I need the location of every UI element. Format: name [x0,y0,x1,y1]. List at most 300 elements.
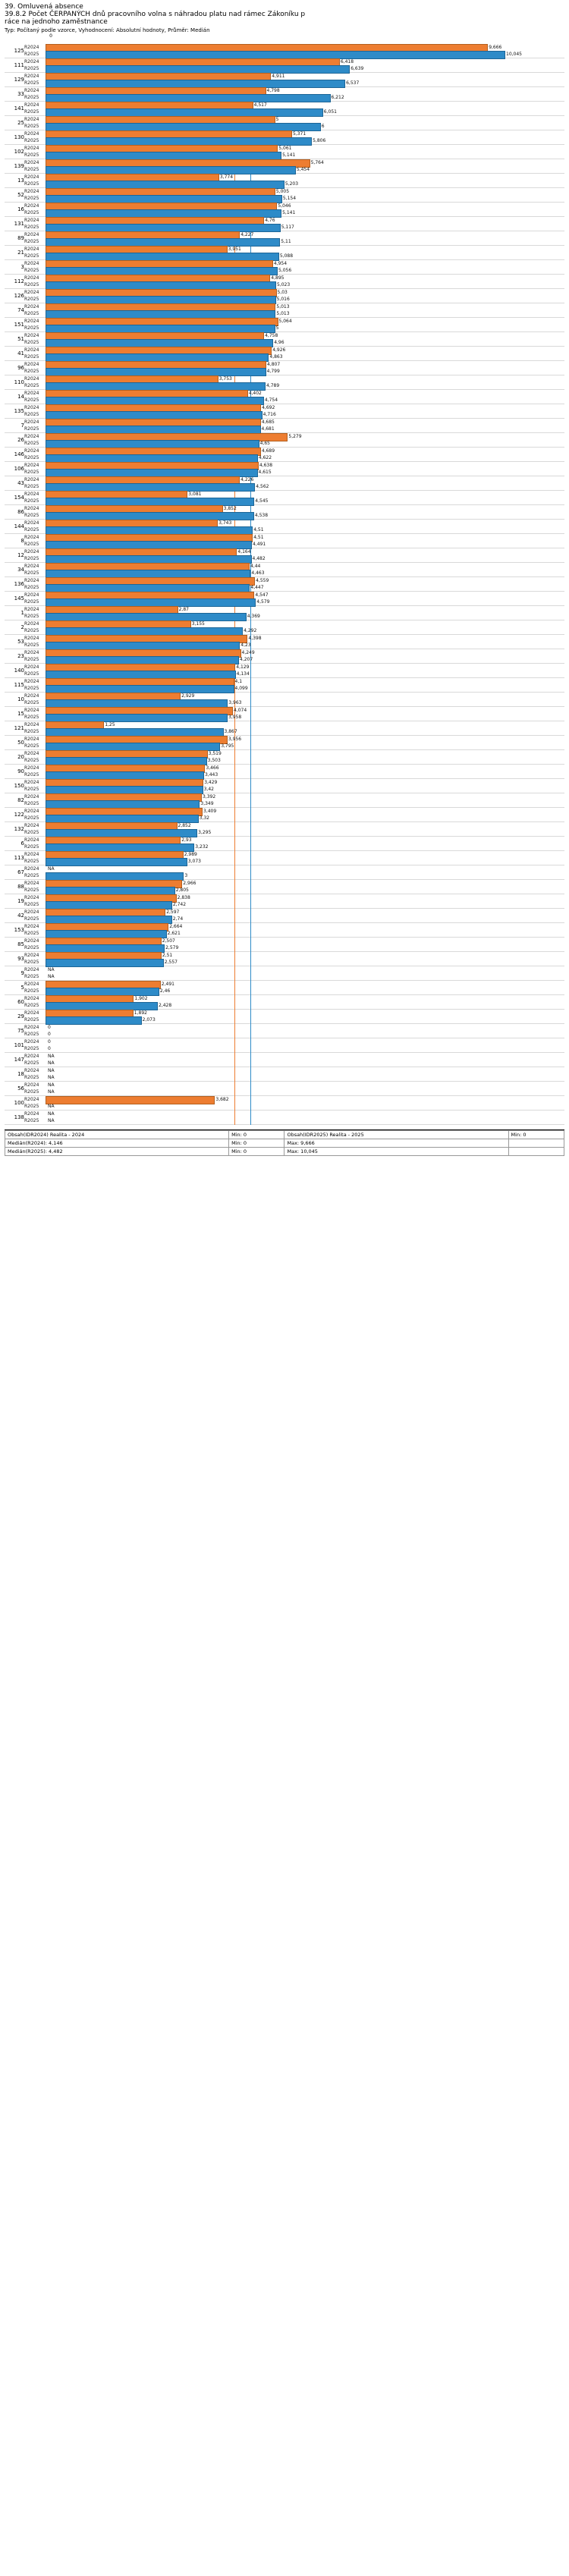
bar-cell [46,743,564,750]
bar-cell [46,541,564,548]
bar-cell [46,592,564,599]
table-row [5,880,564,887]
series-label: R2025 [24,700,39,705]
series-label: R2024 [24,809,39,814]
category-label: 121 [14,725,24,731]
bar-value-label: 5,061 [278,146,292,151]
table-row [5,166,564,174]
bar-cell [46,390,564,397]
category-label: 52 [17,192,24,198]
bar-value-label: 6,418 [340,59,354,64]
chart-header [0,0,569,33]
table-row [5,858,564,865]
bar-value-label: 3 [184,873,188,878]
category-label: 82 [17,797,24,803]
table-row [5,51,564,58]
footer-table [5,1130,564,1156]
bar-value-label: 4,638 [259,463,273,468]
bar-value-label: 5,005 [275,189,290,194]
x-tick-0: 0 [49,33,52,39]
bar-value-label: 2,929 [181,693,195,699]
bar-cell [46,901,564,909]
table-row [5,909,564,916]
series-label: R2024 [24,290,39,295]
series-label: R2024 [24,117,39,122]
bar-cell [46,159,564,167]
table-row [5,152,564,159]
bar-cell [46,454,564,462]
table-row [5,1067,564,1075]
series-label: R2025 [24,729,39,734]
series-label: R2025 [24,772,39,778]
table-row [5,217,564,225]
table-row [5,800,564,808]
bar-value-label: 4,863 [269,354,283,360]
bar-value-label: 4,911 [272,74,285,79]
series-label: R2024 [24,45,39,50]
series-label: R2024 [24,506,39,511]
bar-cell [46,944,564,952]
bar-value-label: 4,615 [258,470,272,475]
footer-cell-min2-2024: Min: 0 [229,1139,284,1148]
bar-cell [46,837,564,844]
category-label: 13 [17,177,24,184]
series-label: R2024 [24,463,39,468]
bar-value-label: 1,25 [105,722,115,727]
bar-cell [46,598,564,606]
bar-cell [46,498,564,505]
series-label: R2025 [24,599,39,605]
series-label: R2024 [24,1068,39,1073]
table-row [5,246,564,253]
table-row [5,577,564,585]
table-row [5,750,564,758]
bar-value-label: 3,349 [200,801,214,806]
bar-value-label: NA [48,1054,55,1059]
table-row [5,1045,564,1053]
table-row [5,1038,564,1046]
bar-value-label: 4,398 [248,636,262,641]
bar-value-label: 0 [48,1025,51,1030]
bar-value-label: 4,622 [258,455,272,460]
bar-value-label: NA [48,1068,55,1073]
series-label: R2025 [24,988,39,994]
bar-value-label: 5,279 [288,434,302,439]
bar-value-label: 4,579 [256,599,270,605]
bar-cell [46,649,564,657]
bar-cell [46,577,564,585]
table-row [5,714,564,721]
x-axis-ticks [5,33,564,41]
bar-value-label: 6,537 [346,80,360,86]
bar-value-label: 5,141 [282,152,296,158]
category-label: 88 [17,884,24,890]
bar-cell [46,296,564,303]
category-label: 132 [14,826,24,832]
series-label: R2025 [24,167,39,172]
series-label: R2024 [24,852,39,857]
series-label: R2025 [24,253,39,259]
category-label: 144 [14,523,24,529]
bar-value-label: 5,046 [278,203,291,209]
series-label: R2025 [24,1003,39,1008]
bar-value-label: 4,681 [261,426,275,432]
table-row [5,635,564,642]
bar-value-label: 2,664 [169,924,183,929]
bar-value-label: 2,46 [159,988,171,994]
series-label: R2025 [24,311,39,316]
bar-cell [46,548,564,556]
table-row [5,296,564,303]
bar-cell [46,174,564,181]
table-row [5,361,564,369]
category-label: 151 [14,322,24,328]
bar-cell [46,166,564,174]
category-label: 50 [17,740,24,746]
table-row [5,736,564,743]
bar-cell [46,51,564,58]
bar-value-label: 4,517 [253,102,267,108]
bar-value-label: NA [48,1082,55,1088]
bar-value-label: 6,212 [331,95,344,100]
table-row [5,952,564,960]
bar-cell [46,858,564,865]
series-label: R2024 [24,1097,39,1102]
series-label: R2025 [24,325,39,331]
bar-value-label: 3,503 [207,758,221,763]
series-label: R2024 [24,1082,39,1088]
bar-cell [46,923,564,931]
table-row [5,837,564,844]
category-label: 15 [17,711,24,717]
bar-value-label: 3,155 [191,621,205,627]
bar-value-label: 5,203 [284,181,299,187]
bar-value-label: 3,743 [218,520,232,526]
category-label: 60 [17,999,24,1005]
category-label: 8 [20,538,24,544]
series-label: R2024 [24,275,39,281]
series-label: R2025 [24,66,39,71]
bar-cell [46,433,564,441]
series-label: R2025 [24,614,39,619]
footer-cell-min2-2025: Min: 0 [229,1148,284,1156]
bar-value-label: 4,799 [266,369,280,374]
series-label: R2024 [24,780,39,785]
table-row [5,1111,564,1118]
bar-cell [46,822,564,830]
series-label: R2025 [24,642,39,648]
bar-cell [46,520,564,527]
series-label: R2024 [24,535,39,540]
bar-cell [46,217,564,225]
category-label: 131 [14,221,24,227]
series-label: R2025 [24,196,39,201]
table-row [5,483,564,491]
series-label: R2024 [24,549,39,554]
table-row [5,1117,564,1125]
bar-value-label: 5,371 [293,131,307,137]
series-label: R2025 [24,931,39,936]
bar-value-label: 3,852 [223,506,237,511]
series-label: R2024 [24,722,39,727]
bar-cell [46,664,564,671]
bar-cell [46,800,564,808]
bar-cell [46,310,564,318]
series-label: R2025 [24,181,39,187]
bar-cell [46,534,564,542]
table-row [5,656,564,664]
bar-value-label: NA [48,974,55,979]
series-label: R2025 [24,686,39,691]
section-title: 39. Omluvená absence [5,3,83,11]
series-label: R2025 [24,412,39,417]
series-label: R2025 [24,109,39,115]
category-label: 33 [17,91,24,97]
bar-value-label: 4,895 [271,275,284,281]
series-label: R2024 [24,996,39,1001]
category-label: 129 [14,77,24,83]
table-row [5,116,564,124]
table-row [5,988,564,995]
footer-cell-source-2024: Obsah(IDR2024) Realita - 2024 [5,1131,229,1139]
table-row [5,930,564,938]
bar-cell [46,1060,564,1067]
bar-cell [46,289,564,297]
bar-cell [46,1031,564,1038]
table-row [5,353,564,361]
series-label: R2024 [24,751,39,756]
series-label: R2025 [24,859,39,864]
bar-cell [46,382,564,390]
table-row [5,44,564,51]
table-row [5,80,564,87]
series-label: R2025 [24,1046,39,1051]
category-label: 74 [17,307,24,313]
bar-value-label: 4,692 [262,405,275,410]
category-label: 154 [14,495,24,501]
table-row [5,822,564,830]
footer-cell-min-2024: Min: 0 [229,1131,284,1139]
category-label: 29 [17,1013,24,1019]
table-row [5,102,564,109]
bar-value-label: 4,807 [267,362,281,367]
series-label: R2024 [24,131,39,137]
bar-cell [46,231,564,239]
category-label: 146 [14,451,24,457]
bar-cell [46,440,564,448]
series-label: R2024 [24,160,39,165]
table-row [5,318,564,325]
bar-cell [46,693,564,700]
table-row [5,137,564,145]
bar-cell [46,462,564,470]
bar-value-label: 5,056 [278,268,292,273]
category-label: 14 [17,394,24,400]
bar-value-label: 2,989 [184,852,197,857]
table-row [5,491,564,498]
bar-cell [46,930,564,938]
category-label: 153 [14,927,24,933]
table-row [5,1074,564,1082]
series-label: R2025 [24,743,39,749]
series-label: R2024 [24,88,39,93]
table-row [5,375,564,383]
footer-cell-max-2025: Max: 10,045 [284,1148,508,1156]
table-row [5,808,564,815]
bar-value-label: 2,966 [183,881,196,886]
bar-cell [46,627,564,635]
series-label: R2024 [24,74,39,79]
table-row [5,966,564,974]
series-label: R2025 [24,527,39,532]
series-label: R2025 [24,628,39,633]
bar-cell [46,267,564,275]
series-label: R2024 [24,909,39,915]
series-label: R2025 [24,945,39,950]
bar-cell [46,80,564,87]
bar-value-label: 4,51 [253,527,264,532]
bar-cell [46,224,564,231]
bar-value-label: 4,1 [234,679,243,684]
bar-cell [46,1067,564,1075]
series-label: R2024 [24,708,39,713]
bar-cell [46,909,564,916]
series-label: R2024 [24,866,39,872]
table-row [5,707,564,715]
bar-cell [46,765,564,772]
series-label: R2025 [24,354,39,360]
series-label: R2025 [24,210,39,215]
series-label: R2024 [24,477,39,482]
table-row [5,598,564,606]
table-row [5,203,564,210]
bar-value-label: 5,806 [313,138,326,143]
bar-value-label: 2,428 [159,1003,172,1008]
series-label: R2024 [24,218,39,223]
bar-value-label: 2,491 [161,982,174,987]
bar-value-label: 4,099 [234,686,248,691]
table-row [5,570,564,577]
series-label: R2025 [24,542,39,547]
table-row [5,476,564,484]
series-label: R2025 [24,268,39,273]
table-row [5,469,564,476]
bar-cell [46,281,564,289]
bar-cell [46,253,564,260]
series-label: R2025 [24,556,39,561]
bar-value-label: 4,96 [274,340,284,345]
bar-cell [46,808,564,815]
series-label: R2025 [24,80,39,86]
bar-value-label: 3,295 [198,830,212,835]
table-row [5,1002,564,1010]
series-label: R2024 [24,953,39,958]
series-label: R2024 [24,1025,39,1030]
series-label: R2025 [24,887,39,893]
table-row [5,699,564,707]
bar-value-label: 4,685 [261,419,275,425]
series-label: R2025 [24,1104,39,1109]
category-label: 53 [17,639,24,645]
table-row [5,944,564,952]
table-row [5,901,564,909]
bar-value-label: 4,547 [255,592,269,598]
series-label: R2025 [24,1089,39,1095]
table-row [5,1053,564,1060]
series-label: R2025 [24,383,39,388]
series-label: R2024 [24,982,39,987]
category-label: 67 [17,869,24,875]
category-label: 138 [14,1114,24,1120]
bar-value-label: 3,443 [205,772,218,778]
bar-cell [46,181,564,188]
table-row [5,548,564,556]
table-row [5,829,564,837]
table-row [5,195,564,203]
bar-cell [46,1024,564,1032]
series-label: R2024 [24,895,39,900]
bar-value-label: 1,892 [134,1010,147,1016]
bar-value-label: 3,963 [228,700,242,705]
table-row [5,671,564,678]
bar-value-label: 4,689 [261,448,275,454]
bar-value-label: 4,134 [236,671,250,677]
series-label: R2024 [24,304,39,309]
bar-value-label: 3,073 [187,859,201,864]
bar-cell [46,347,564,354]
bar-cell [46,483,564,491]
series-label: R2025 [24,974,39,979]
category-label: 34 [17,567,24,573]
bar-value-label: 4,926 [272,347,286,353]
bar-value-label: 2,579 [165,945,179,950]
series-label: R2024 [24,1039,39,1045]
bar-cell [46,1074,564,1082]
table-row [5,310,564,318]
series-label: R2024 [24,102,39,108]
series-label: R2025 [24,340,39,345]
bar-value-label: 3,42 [203,787,214,792]
footer-cell-max-2024: Max: 9,666 [284,1139,508,1148]
bar-cell [46,238,564,246]
series-label: R2024 [24,174,39,180]
table-row [5,779,564,787]
table-row [5,1103,564,1111]
table-row [5,526,564,534]
series-label: R2024 [24,520,39,526]
bar-cell [46,563,564,570]
table-row [5,275,564,282]
series-label: R2024 [24,333,39,338]
table-row [5,843,564,851]
bar-value-label: 4,207 [240,657,253,662]
category-label: 25 [17,120,24,126]
table-row [5,1016,564,1024]
bar-cell [46,887,564,894]
bar-value-label: 5,03 [277,290,288,295]
series-label: R2024 [24,319,39,324]
category-label: 41 [17,350,24,357]
table-row [5,238,564,246]
table-row [5,174,564,181]
series-label: R2025 [24,916,39,922]
bar-cell [46,44,564,51]
series-label: R2024 [24,664,39,670]
bar-value-label: 3,958 [228,715,242,720]
chart-title-line1: 39.8.2 Počet ČERPANÝCH dnů pracovního volna s náhradou platu nad rámec Zákoníku p [5,11,306,18]
series-label: R2025 [24,470,39,475]
bar-cell [46,793,564,801]
